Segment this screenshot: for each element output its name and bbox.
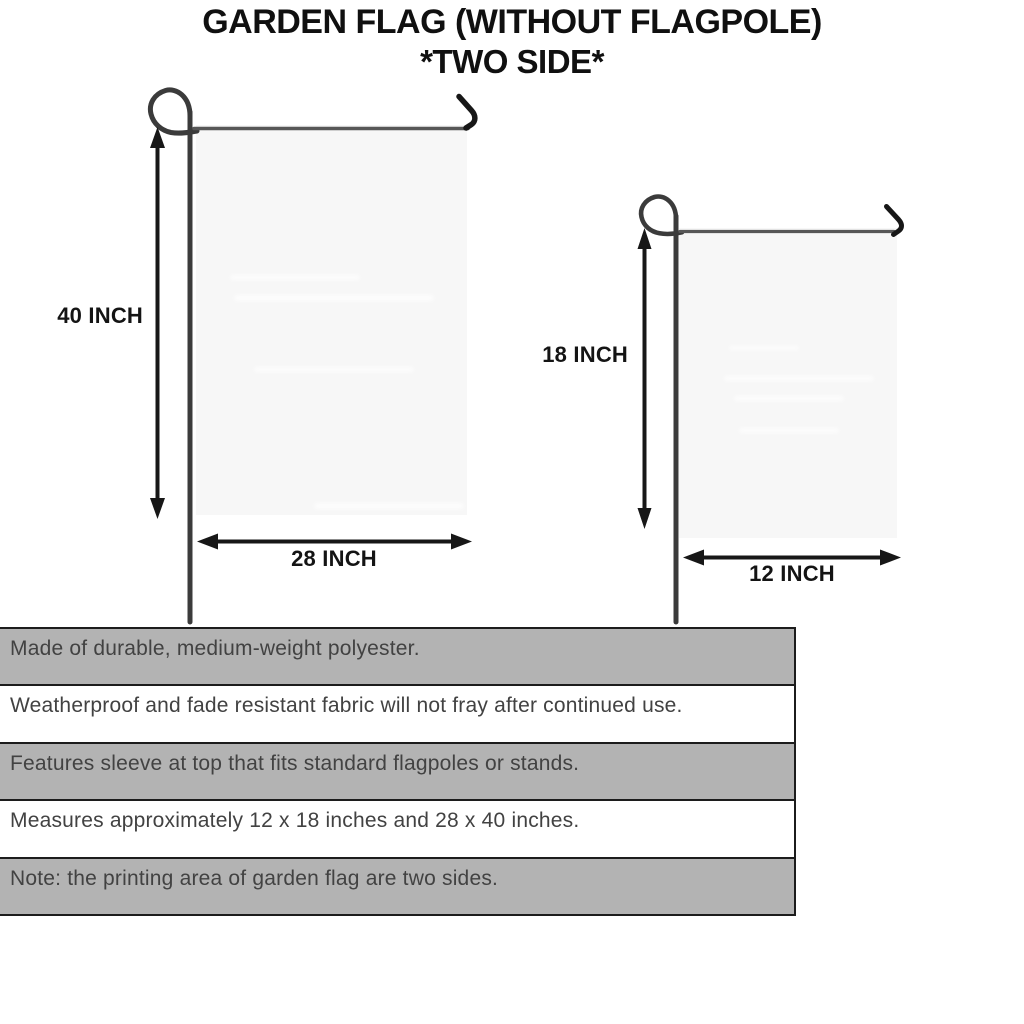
arrowhead-down-icon bbox=[150, 498, 165, 519]
feature-text: Made of durable, medium-weight polyester. bbox=[10, 637, 420, 660]
arrowhead-down-icon bbox=[638, 508, 652, 529]
feature-row bbox=[0, 857, 794, 914]
fabric-sheen-streak bbox=[254, 367, 414, 372]
feature-row bbox=[0, 799, 794, 856]
small-flag-width-label: 12 INCH bbox=[749, 561, 835, 586]
large-flag-preview bbox=[196, 125, 467, 515]
title-block bbox=[0, 2, 1024, 81]
page-title: GARDEN FLAG (WITHOUT FLAGPOLE) bbox=[202, 3, 822, 41]
large-flag-height-label: 40 INCH bbox=[57, 303, 143, 328]
fabric-sheen-streak bbox=[724, 376, 874, 381]
large-flag-width-label: 28 INCH bbox=[291, 546, 377, 571]
fabric-sheen-streak bbox=[234, 295, 434, 301]
arrowhead-up-icon bbox=[150, 127, 165, 148]
small-flagpole-loop-icon bbox=[641, 197, 682, 235]
fabric-sheen-streak bbox=[314, 503, 464, 509]
small-flag-height-label: 18 INCH bbox=[542, 342, 628, 367]
fabric-sheen-streak bbox=[230, 275, 360, 280]
small-flag-preview bbox=[679, 228, 897, 538]
feature-row bbox=[0, 742, 794, 799]
large-flag-hook-icon bbox=[459, 97, 475, 129]
feature-text: Weatherproof and fade resistant fabric will not fray after continued use. bbox=[10, 694, 683, 718]
feature-row bbox=[0, 684, 794, 741]
feature-text: Note: the printing area of garden flag are two sides. bbox=[10, 866, 499, 890]
large-flagpole-loop-icon bbox=[150, 90, 197, 133]
feature-text: Measures approximately 12 x 18 inches and 28 x 40 inches. bbox=[10, 809, 580, 833]
feature-text: Features sleeve at top that fits standard flagpoles or stands. bbox=[10, 751, 580, 775]
features-table bbox=[0, 627, 796, 916]
arrowhead-up-icon bbox=[638, 228, 652, 249]
fabric-sheen-streak bbox=[734, 396, 844, 401]
fabric-sheen-streak bbox=[729, 346, 799, 350]
page-subtitle: *TWO SIDE* bbox=[420, 43, 604, 80]
fabric-sheen-streak bbox=[739, 428, 839, 433]
feature-row bbox=[0, 629, 794, 684]
